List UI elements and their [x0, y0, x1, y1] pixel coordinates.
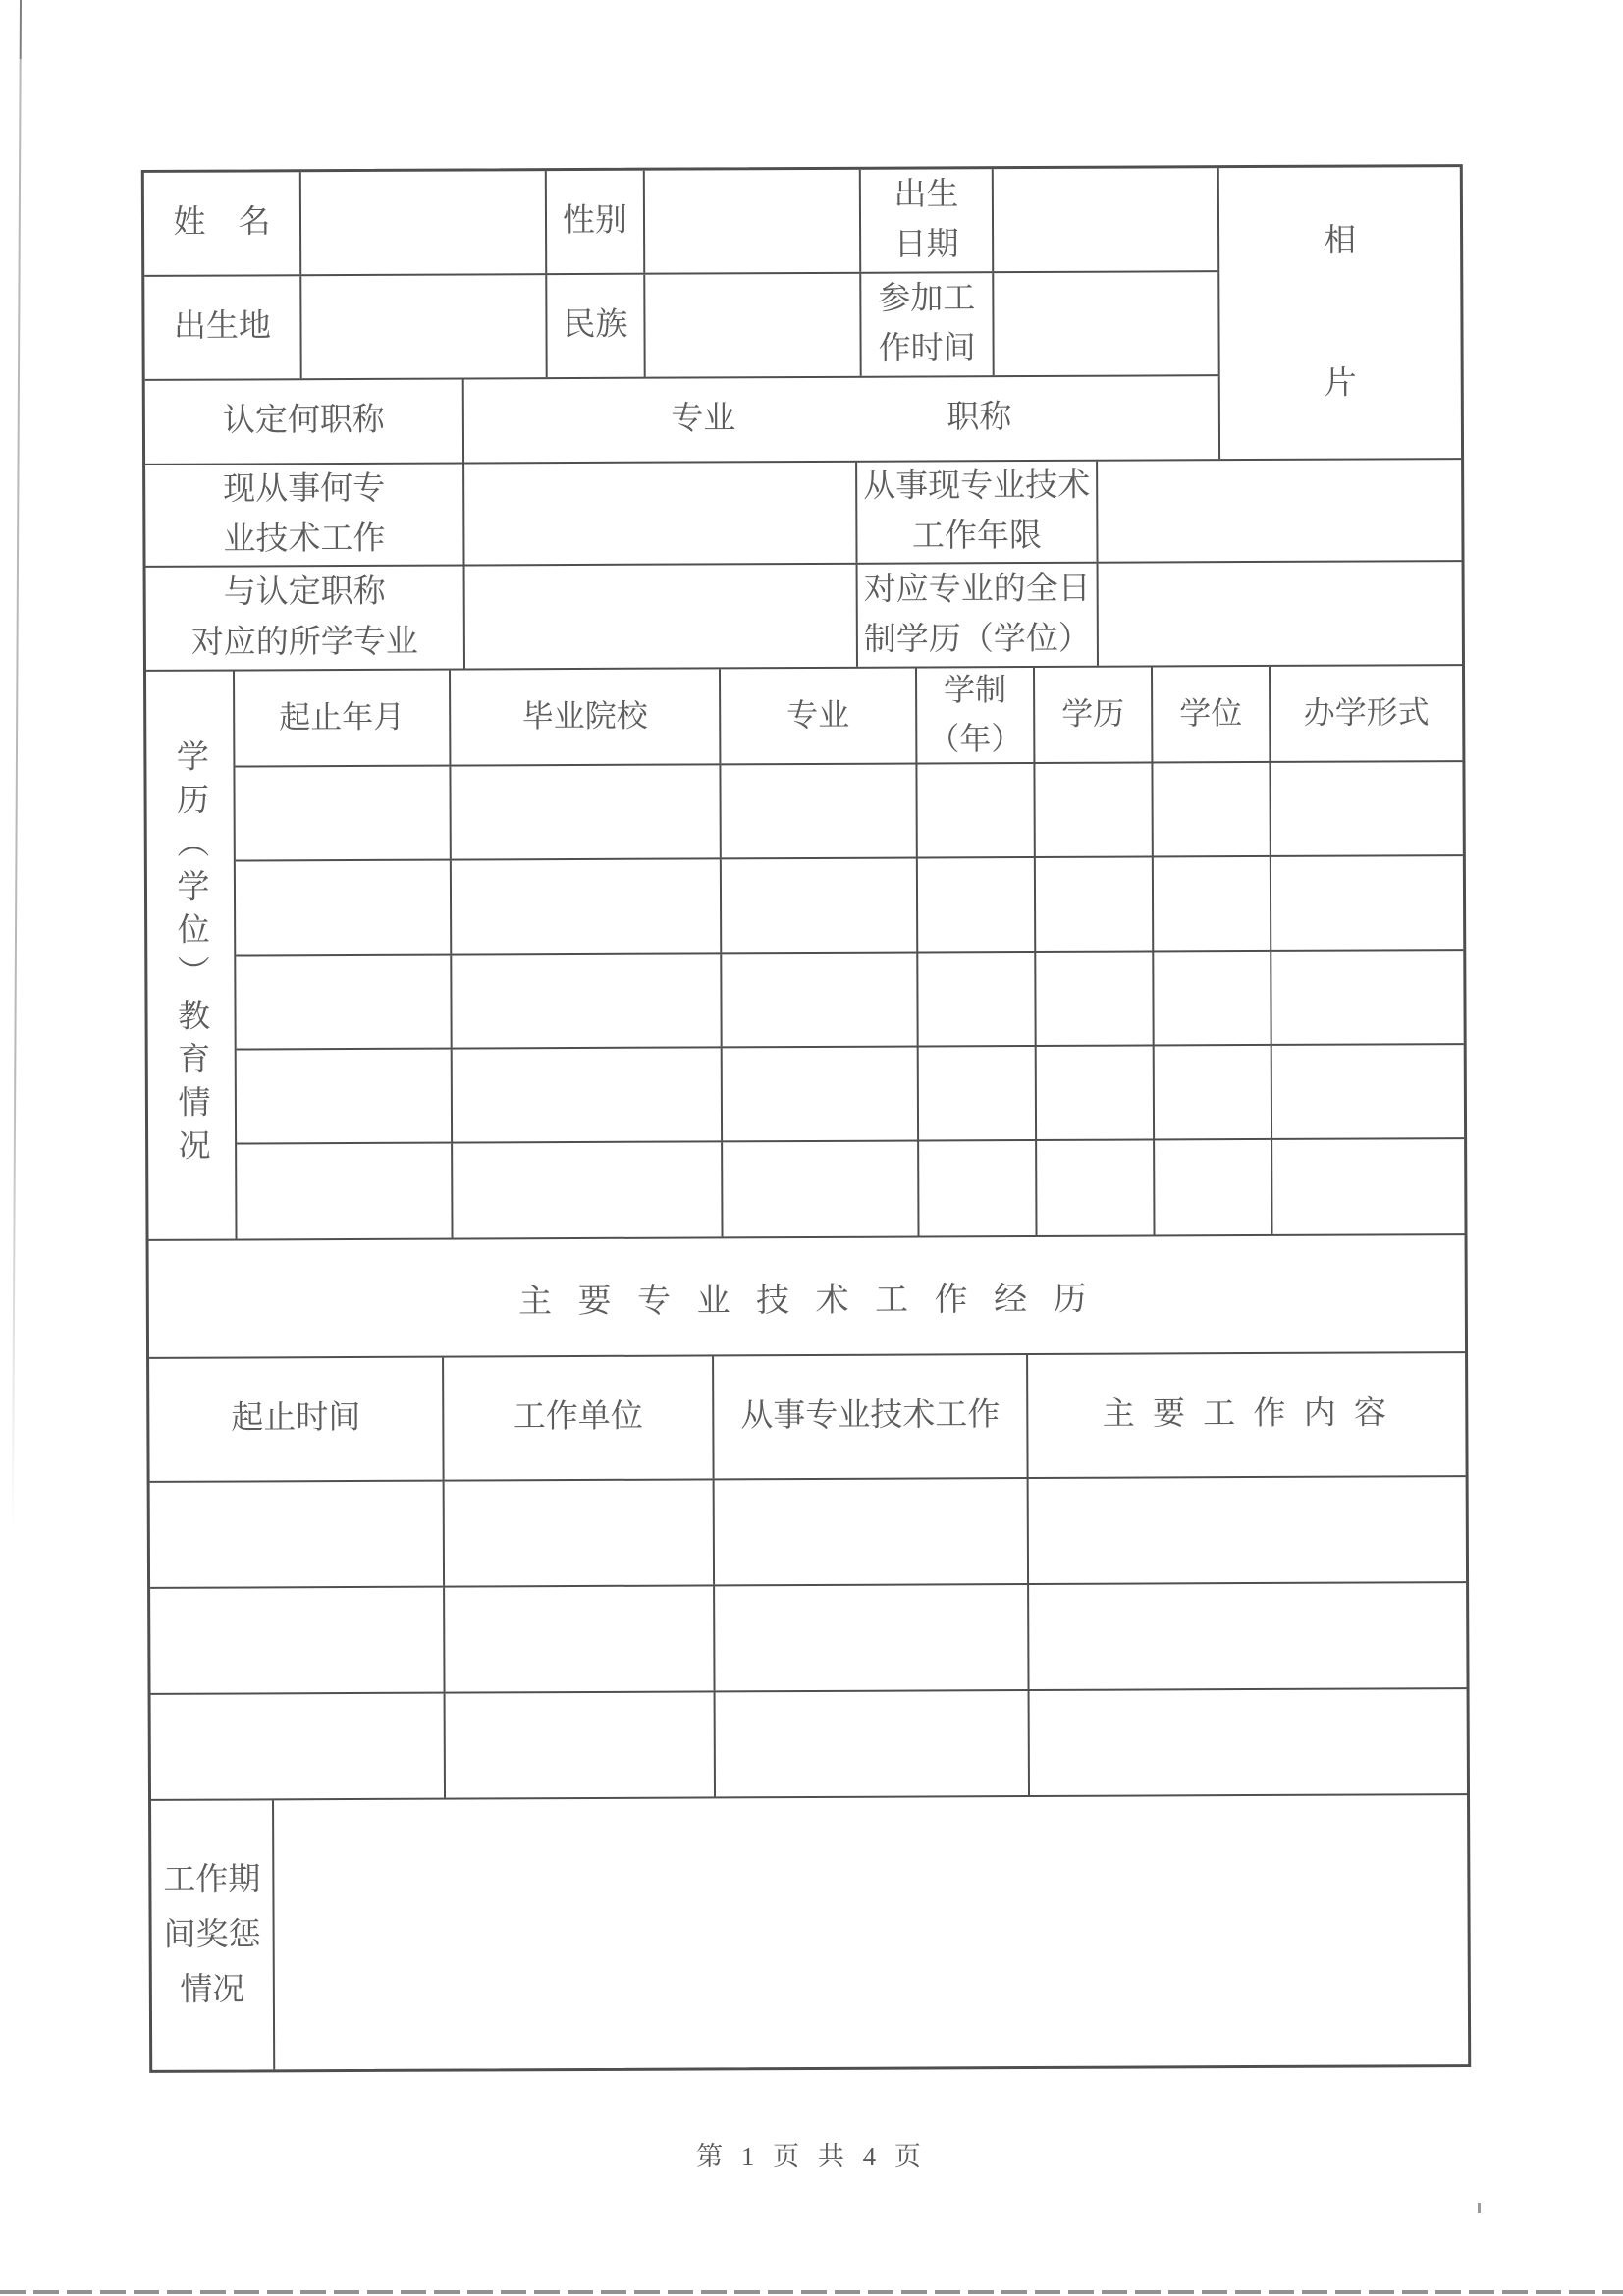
work-header-employer: 工作单位 — [444, 1356, 715, 1479]
education-header-row — [235, 666, 1462, 767]
edu-cell[interactable] — [722, 859, 918, 953]
work-cell[interactable] — [1029, 1477, 1466, 1583]
edu-cell[interactable] — [918, 953, 1036, 1046]
edu-cell[interactable] — [237, 1050, 453, 1143]
work-blank-row — [150, 1583, 1466, 1695]
edu-header-duration: 学制 （年） — [917, 668, 1035, 763]
application-form-table — [141, 164, 1471, 2073]
edu-cell[interactable] — [1271, 762, 1462, 855]
join-work-label: 参加工 作时间 — [861, 273, 994, 376]
awards-label: 工作期 间奖惩 情况 — [151, 1800, 275, 2070]
education-table — [235, 666, 1465, 1238]
work-experience-title: 主 要 专 业 技 术 工 作 经 历 — [149, 1235, 1466, 1359]
edu-cell[interactable] — [236, 956, 452, 1049]
table-row — [145, 460, 1461, 568]
work-header-row — [149, 1353, 1466, 1483]
edu-cell[interactable] — [1036, 952, 1154, 1045]
fulltime-degree-field[interactable] — [1099, 562, 1462, 666]
current-work-field[interactable] — [464, 463, 857, 565]
awards-section — [151, 1795, 1468, 2070]
name-field[interactable] — [301, 171, 547, 274]
work-cell[interactable] — [716, 1691, 1030, 1796]
edu-cell[interactable] — [722, 953, 918, 1046]
ethnicity-label: 民族 — [547, 275, 645, 377]
edu-cell[interactable] — [917, 764, 1035, 857]
work-header-period: 起止时间 — [149, 1358, 445, 1481]
major-inline-label: 专业 — [671, 401, 736, 438]
studied-major-label: 与认定职称 对应的所学专业 — [146, 567, 465, 670]
edu-cell[interactable] — [237, 1144, 453, 1239]
edu-cell[interactable] — [452, 954, 722, 1047]
edu-cell[interactable] — [235, 767, 451, 860]
scan-edge-bottom — [0, 2290, 1623, 2294]
education-blank-row — [236, 951, 1463, 1050]
work-cell[interactable] — [150, 1482, 445, 1587]
name-label: 姓 名 — [144, 172, 301, 275]
edu-cell[interactable] — [1035, 763, 1153, 856]
title-inline-label: 职称 — [947, 400, 1012, 436]
edu-cell[interactable] — [1272, 1045, 1464, 1138]
page-number: 第 1 页 共 4 页 — [696, 2142, 927, 2171]
edu-header-degree: 学历 — [1035, 667, 1153, 762]
edu-header-schooling-form: 办学形式 — [1303, 694, 1430, 731]
edu-cell[interactable] — [451, 765, 721, 858]
work-cell[interactable] — [445, 1586, 715, 1691]
edu-cell[interactable] — [1036, 857, 1154, 951]
edu-cell[interactable] — [1037, 1140, 1155, 1235]
work-cell[interactable] — [715, 1585, 1029, 1690]
edu-cell[interactable] — [1272, 1139, 1464, 1234]
current-work-label: 现从事何专 业技术工作 — [145, 465, 464, 566]
edu-cell[interactable] — [1154, 857, 1271, 951]
birth-date-field[interactable] — [994, 168, 1219, 271]
edu-header-period: 起止年月 — [235, 671, 451, 766]
work-cell[interactable] — [150, 1588, 445, 1693]
edu-cell[interactable] — [1154, 952, 1271, 1045]
edu-cell[interactable] — [1155, 1046, 1272, 1139]
join-work-field[interactable] — [994, 272, 1219, 375]
education-section — [146, 666, 1465, 1241]
edu-cell[interactable] — [919, 1047, 1037, 1140]
work-blank-row — [151, 1689, 1467, 1801]
title-determined-label: 认定何职称 — [145, 380, 464, 464]
education-blank-row — [237, 1139, 1464, 1238]
birthplace-field[interactable] — [301, 275, 547, 378]
education-blank-row — [236, 856, 1463, 956]
table-row — [146, 562, 1462, 672]
current-work-years-label: 从事现专业技术 工作年限 — [857, 462, 1098, 563]
gender-field[interactable] — [645, 170, 861, 273]
edu-cell[interactable] — [1153, 763, 1271, 856]
basic-info-block — [144, 167, 1461, 465]
edu-header-school: 毕业院校 — [451, 669, 721, 764]
table-row — [145, 376, 1220, 464]
edu-cell[interactable] — [453, 1142, 723, 1237]
edu-cell[interactable] — [1271, 951, 1463, 1044]
edu-header-major: 专业 — [721, 669, 917, 764]
edu-cell[interactable] — [453, 1048, 723, 1141]
work-header-profession: 从事专业技术工作 — [714, 1355, 1029, 1478]
gender-label: 性别 — [547, 171, 645, 273]
awards-field[interactable] — [274, 1795, 1468, 2069]
work-cell[interactable] — [1029, 1583, 1466, 1689]
education-blank-row — [237, 1045, 1464, 1144]
edu-cell[interactable] — [723, 1047, 919, 1140]
edu-cell[interactable] — [1155, 1140, 1272, 1235]
edu-cell[interactable] — [919, 1141, 1037, 1236]
basic-info-grid — [144, 168, 1220, 464]
edu-cell[interactable] — [1271, 856, 1463, 950]
birth-date-label: 出生 日期 — [861, 169, 994, 272]
ethnicity-field[interactable] — [645, 274, 861, 377]
edu-cell[interactable] — [236, 861, 452, 955]
work-cell[interactable] — [1030, 1689, 1467, 1795]
table-row — [144, 168, 1219, 277]
work-cell[interactable] — [151, 1694, 446, 1799]
work-cell[interactable] — [445, 1480, 715, 1585]
photo-area: 相 片 — [1324, 223, 1357, 402]
edu-cell[interactable] — [721, 765, 917, 858]
studied-major-field[interactable] — [465, 565, 858, 669]
work-header-main-content: 主 要 工 作 内 容 — [1102, 1395, 1392, 1434]
scan-edge-left — [12, 0, 22, 1532]
fulltime-degree-label: 对应专业的全日 制学历（学位） — [858, 564, 1099, 667]
work-cell[interactable] — [446, 1692, 716, 1797]
education-section-label: 学历（学位）教育情况 — [146, 672, 238, 1239]
edu-cell[interactable] — [1037, 1046, 1155, 1139]
work-blank-row — [150, 1477, 1466, 1589]
scan-speck — [1478, 2203, 1481, 2213]
education-blank-row — [235, 762, 1462, 861]
work-cell[interactable] — [715, 1479, 1029, 1584]
edu-cell[interactable] — [918, 858, 1036, 952]
edu-header-academic-degree: 学位 — [1153, 667, 1271, 762]
edu-cell[interactable] — [452, 859, 722, 953]
birthplace-label: 出生地 — [144, 276, 301, 379]
current-work-years-field[interactable] — [1098, 460, 1461, 562]
edu-cell[interactable] — [723, 1141, 919, 1236]
title-determined-field[interactable] — [464, 376, 1220, 462]
table-row — [144, 272, 1219, 381]
